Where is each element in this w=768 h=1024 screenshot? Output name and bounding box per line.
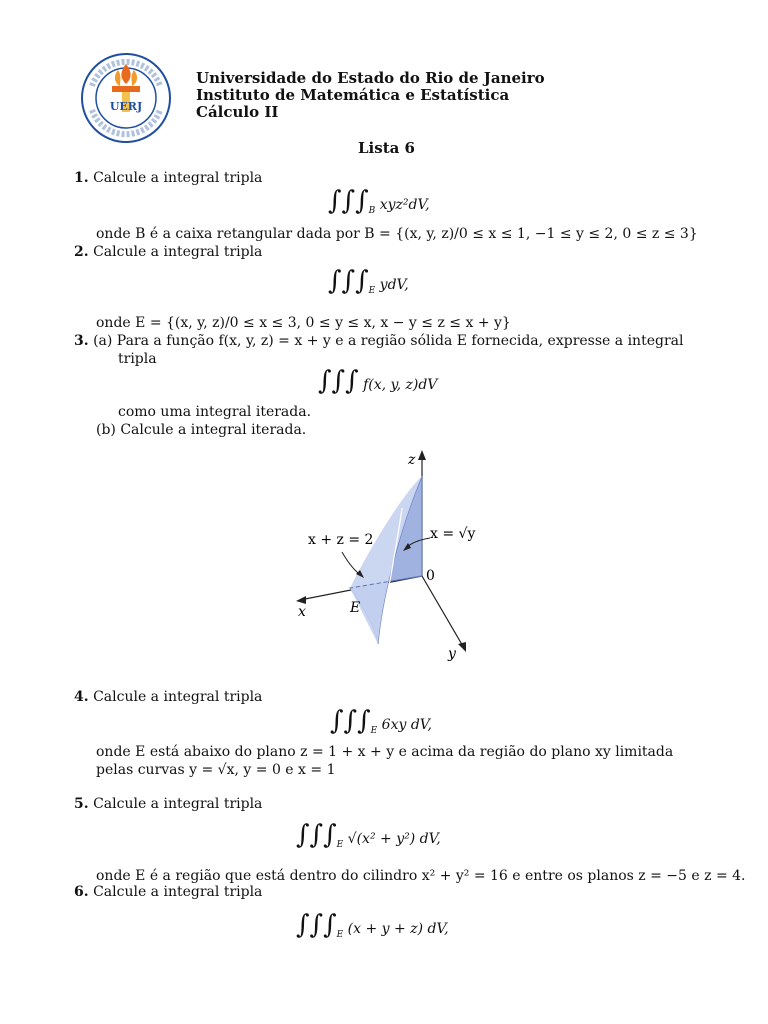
problem-5 <box>74 796 262 812</box>
list-title: Lista 6 <box>358 139 415 157</box>
z-axis-label: z <box>408 452 416 468</box>
problem-number: 2. <box>74 244 89 260</box>
region-label: E <box>336 929 344 940</box>
problem-number: 1. <box>74 170 89 186</box>
problem-text: Calcule a integral tripla <box>93 244 263 260</box>
origin-label: 0 <box>426 568 435 584</box>
course-name: Cálculo II <box>196 103 279 121</box>
region-label: E <box>370 725 378 736</box>
integrand: xyz²dV, <box>379 197 430 213</box>
problem-3-end: como uma integral iterada. <box>118 404 312 420</box>
problem-number: 5. <box>74 796 89 812</box>
logo-abbr: UERJ <box>109 100 143 113</box>
problem-1-note: onde B é a caixa retangular dada por B = {(x, y, z)/0 ≤ x ≤ 1, −1 ≤ y ≤ 2, 0 ≤ z ≤ 3} <box>96 226 698 242</box>
uerj-seal-icon <box>78 50 174 146</box>
integral-5: $\int\int\int_E$ √(x² + y²) dV, <box>296 820 441 850</box>
surface-label: x = √y <box>430 526 476 542</box>
region-label: B <box>368 205 376 216</box>
university-name: Universidade do Estado do Rio de Janeiro <box>196 69 545 87</box>
institute-name: Instituto de Matemática e Estatística <box>196 86 510 104</box>
problem-3 <box>74 333 683 349</box>
problem-text: Calcule a integral tripla <box>93 884 263 900</box>
integral-2: $\int\int\int_E$ ydV, <box>328 266 409 296</box>
uerj-logo <box>78 50 174 146</box>
integral-1: $\int\int\int_B$ xyz²dV, <box>328 186 430 216</box>
problem-5-note: onde E é a região que está dentro do cilindro x² + y² = 16 e entre os planos z = −5 e z = 4. <box>96 868 746 884</box>
problem-6 <box>74 884 262 900</box>
problem-text: Calcule a integral tripla <box>93 689 263 705</box>
problem-2 <box>74 244 262 260</box>
region-label: E <box>336 839 344 850</box>
problem-3-cont: tripla <box>118 351 157 367</box>
problem-4 <box>74 689 262 705</box>
problem-4-note: onde E está abaixo do plano z = 1 + x + y e acima da região do plano xy limitada <box>96 744 674 760</box>
integral-6: $\int\int\int_E$ (x + y + z) dV, <box>296 910 449 940</box>
integrand: ydV, <box>379 277 409 293</box>
integrand: (x + y + z) dV, <box>347 921 449 937</box>
problem-part-a: (a) Para a função f(x, y, z) = x + y e a região sólida E fornecida, expresse a integral <box>93 333 684 349</box>
problem-2-note: onde E = {(x, y, z)/0 ≤ x ≤ 3, 0 ≤ y ≤ x, x − y ≤ z ≤ x + y} <box>96 315 511 331</box>
integrand: f(x, y, z)dV <box>363 377 438 393</box>
problem-number: 6. <box>74 884 89 900</box>
region-label: E <box>350 600 361 616</box>
problem-3-part-b: (b) Calcule a integral iterada. <box>96 422 307 438</box>
solid-region-figure <box>290 448 490 670</box>
problem-text: Calcule a integral tripla <box>93 170 263 186</box>
problem-number: 3. <box>74 333 89 349</box>
y-axis-label: y <box>448 646 456 662</box>
region-label: E <box>368 285 376 296</box>
x-axis-label: x <box>298 604 306 620</box>
problem-number: 4. <box>74 689 89 705</box>
problem-text: Calcule a integral tripla <box>93 796 263 812</box>
integrand: √(x² + y²) dV, <box>347 831 441 847</box>
plane-label: x + z = 2 <box>308 532 374 548</box>
integral-4: $\int\int\int_E$ 6xy dV, <box>330 706 432 736</box>
problem-1 <box>74 170 262 186</box>
problem-4-note-2: pelas curvas y = √x, y = 0 e x = 1 <box>96 762 336 778</box>
integral-3: ∫∫∫ f(x, y, z)dV <box>318 366 438 396</box>
integrand: 6xy dV, <box>381 717 432 733</box>
